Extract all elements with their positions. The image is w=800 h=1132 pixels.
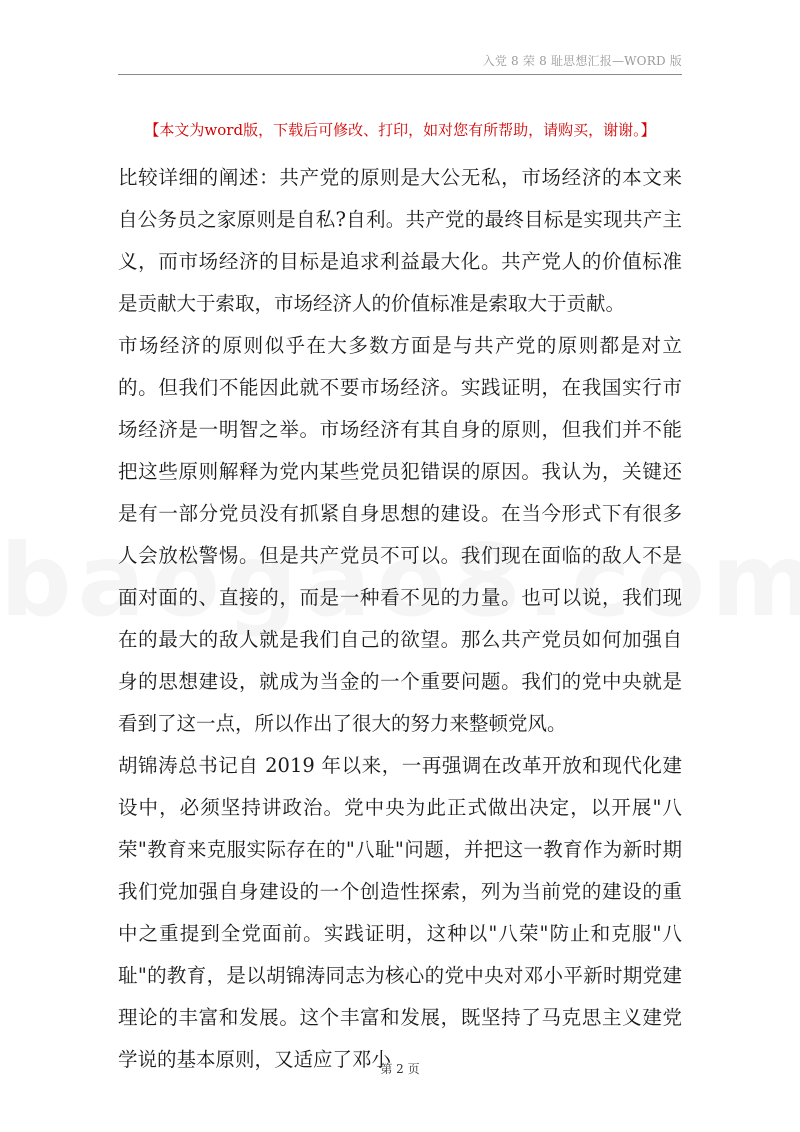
document-body: [118, 157, 682, 1081]
body-paragraph-1: 比较详细的阐述：共产党的原则是大公无私，市场经济的本文来自公务员之家原则是自私?自利。共产党的最终目标是实现共产主义，而市场经济的目标是追求利益最大化。共产党人的价值标准是贡献大于索取，市场经济人的价值标准是索取大于贡献。: [118, 166, 682, 315]
document-header-title: 入党 8 荣 8 耻思想汇报—WORD 版: [482, 54, 682, 68]
body-paragraph-2: 市场经济的原则似乎在大多数方面是与共产党的原则都是对立的。但我们不能因此就不要市场经济。实践证明，在我国实行市场经济是一明智之举。市场经济有其自身的原则，但我们并不能把这些原则解释为党内某些党员犯错误的原因。我认为，关键还是有一部分党员没有抓紧自身思想的建设。在当今形式下有很多人会放松警惕。但是共产党员不可以。我们现在面临的敌人不是面对面的、直接的，而是一种看不见的力量。也可以说，我们现在的最大的敌人就是我们自己的欲望。那么共产党员如何加强自身的思想建设，就成为当金的一个重要问题。我们的党中央就是看到了这一点，所以作出了很大的努力来整顿党风。: [118, 334, 682, 735]
purchase-notice: 【本文为word版，下载后可修改、打印，如对您有所帮助，请购买，谢谢。】: [144, 121, 656, 139]
body-paragraph-3: 胡锦涛总书记自 2019 年以来，一再强调在改革开放和现代化建设中，必须坚持讲政治。党中央为此正式做出决定，以开展"八荣"教育来克服实际存在的"八耻"问题，并把这一教育作为新时期我们党加强自身建设的一个创造性探索，列为当前党的建设的重中之重提到全党面前。实践证明，这种以"八荣"防止和克服"八耻"的教育，是以胡锦涛同志为核心的党中央对邓小平新时期党建理论的丰富和发展。这个丰富和发展，既坚持了马克思主义建党学说的基本原则，又适应了邓小: [118, 754, 682, 1071]
page-number: 第 2 页: [380, 1062, 420, 1076]
header-divider: [118, 74, 682, 75]
